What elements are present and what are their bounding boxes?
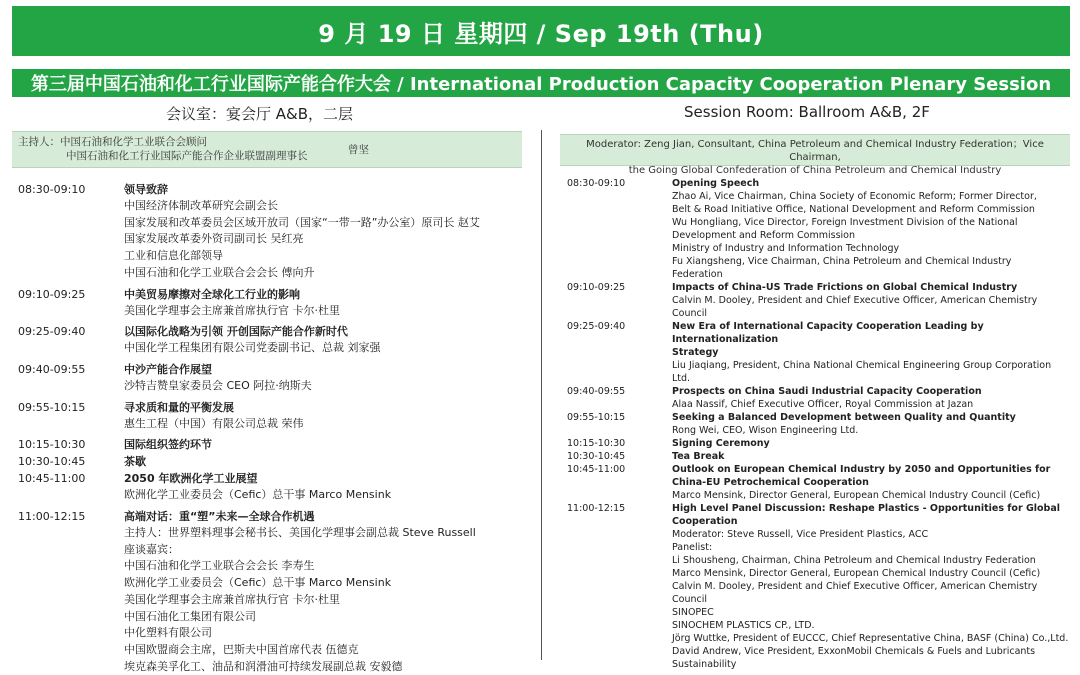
schedule-content [124,286,533,320]
schedule-line: SINOPEC [672,607,714,618]
schedule-line: 国家发展和改革委员会区域开放司（国家“一带一路”办公室）原司长 赵艾 [124,215,480,229]
schedule-row [567,320,1072,385]
schedule-title: China-EU Petrochemical Cooperation [672,477,869,488]
schedule-content [672,502,1072,671]
schedule-content [124,453,533,470]
schedule-row [18,470,533,504]
schedule-line: SINOCHEM PLASTICS CP., LTD. [672,620,815,631]
schedule-line: David Andrew, Vice President, ExxonMobil Chemicals & Fuels and Lubricants [672,646,1036,657]
schedule-row [567,463,1072,502]
schedule-line: Alaa Nassif, Chief Executive Officer, Royal Commission at Jazan [672,399,974,410]
schedule-line: 中国经济体制改革研究会副会长 [124,199,278,212]
schedule-title: 中沙产能合作展望 [124,362,212,376]
schedule-cn [18,181,533,675]
schedule-time: 10:45-11:00 [18,472,86,486]
schedule-line: Rong Wei, CEO, Wison Engineering Ltd. [672,425,859,436]
schedule-row [567,177,1072,281]
schedule-row [18,361,533,395]
schedule-row [567,385,1072,411]
schedule-time: 09:10-09:25 [18,287,86,301]
schedule-title: New Era of International Capacity Cooperation Leading by Internationalization [672,321,984,345]
schedule-line: 中国石油和化学工业联合会会长 李寿生 [124,559,315,573]
schedule-line: Moderator: Steve Russell, Vice President Plastics, ACC [672,529,929,540]
schedule-line: Li Shousheng, Chairman, China Petroleum and Chemical Industry Federation [672,555,1036,566]
schedule-content [124,508,533,675]
schedule-row [18,286,533,320]
schedule-row [567,411,1072,437]
schedule-title: 领导致辞 [124,183,168,196]
schedule-row [18,181,533,282]
schedule-line: 国家发展改革委外资司副司长 吴红亮 [124,232,304,246]
schedule-en [567,177,1072,671]
moderator-cn-line2: 中国石油和化工行业国际产能合作企业联盟副理事长 [66,150,308,162]
moderator-cn-name: 曾坚 [348,144,369,156]
schedule-line: Federation [672,269,723,280]
schedule-title: Strategy [672,347,719,358]
schedule-line: Jörg Wuttke, President of EUCCC, Chief Representative China, BASF (China) Co.,Ltd. [672,633,1069,644]
schedule-time: 09:25-09:40 [18,325,86,339]
date-text: 9 月 19 日 星期四 / Sep 19th (Thu) [318,19,764,48]
schedule-title: Outlook on European Chemical Industry by 2050 and Opportunities for [672,464,1051,475]
schedule-content [124,436,533,453]
schedule-line: 欧洲化学工业委员会（Cefic）总干事 Marco Mensink [124,576,392,590]
schedule-content [124,361,533,395]
schedule-time: 09:55-10:15 [567,412,626,423]
schedule-time: 11:00-12:15 [567,503,626,514]
moderator-en-line2: the Going Global Confederation of China Petroleum and Chemical Industry [628,165,1002,176]
schedule-row [567,281,1072,320]
schedule-row [18,436,533,453]
schedule-line: Marco Mensink, Director General, European Chemical Industry Council (Cefic) [672,490,1041,501]
schedule-line: 美国化学理事会主席兼首席执行官 卡尔·杜里 [124,303,340,317]
schedule-line: 中国化学工程集团有限公司党委副书记、总裁 刘家强 [124,341,381,355]
moderator-cn-box [12,131,522,168]
column-divider [541,130,542,660]
schedule-line: 中国石油和化学工业联合会会长 傅向升 [124,265,315,279]
schedule-content [672,411,1072,437]
schedule-title: Cooperation [672,516,738,527]
schedule-title: High Level Panel Discussion: Reshape Plastics - Opportunities for Global [672,503,1060,514]
schedule-line: 埃克森美孚化工、油品和润滑油可持续发展副总裁 安毅德 [124,659,403,673]
schedule-row [18,323,533,357]
schedule-line: 中国欧盟商会主席，巴斯夫中国首席代表 伍德克 [124,642,359,656]
schedule-line: 中化塑料有限公司 [124,626,212,640]
schedule-content [672,450,1072,463]
session-title-banner [12,69,1070,97]
schedule-line: 惠生工程（中国）有限公司总裁 荣伟 [124,416,304,430]
schedule-title: Signing Ceremony [672,438,770,449]
schedule-content [672,281,1072,320]
room-en: Session Room: Ballroom A&B, 2F [684,103,930,121]
schedule-title: 国际组织签约环节 [124,438,212,452]
schedule-title: 2050 年欧洲化学工业展望 [124,472,258,486]
schedule-content [672,385,1072,411]
moderator-en-line1: Moderator: Zeng Jian, Consultant, China Petroleum and Chemical Industry Federation；Vice Chairman, [586,139,1044,163]
date-banner [12,6,1070,56]
schedule-time: 10:15-10:30 [18,438,86,452]
schedule-row [18,399,533,433]
moderator-cn-line1: 主持人：中国石油和化学工业联合会顾问 [18,136,207,148]
schedule-row [18,508,533,675]
schedule-line: 座谈嘉宾： [124,542,179,556]
schedule-line: Council [672,594,707,605]
schedule-line: 主持人：世界塑料理事会秘书长、美国化学理事会副总裁 Steve Russell [124,526,476,540]
schedule-time: 09:10-09:25 [567,282,626,293]
schedule-line: Panelist: [672,542,713,553]
schedule-time: 08:30-09:10 [567,178,626,189]
schedule-time: 11:00-12:15 [18,510,86,524]
schedule-time: 10:30-10:45 [18,455,86,469]
schedule-content [124,399,533,433]
schedule-content [672,463,1072,502]
schedule-line: Council [672,308,707,319]
moderator-en-box [560,134,1070,176]
schedule-title: Prospects on China Saudi Industrial Capacity Cooperation [672,386,982,397]
schedule-row [567,502,1072,671]
schedule-time: 10:45-11:00 [567,464,626,475]
schedule-content [672,177,1072,281]
schedule-line: Sustainability [672,659,737,670]
schedule-line: Calvin M. Dooley, President and Chief Executive Officer, American Chemistry [672,581,1038,592]
schedule-line: 欧洲化学工业委员会（Cefic）总干事 Marco Mensink [124,488,392,502]
schedule-time: 10:15-10:30 [567,438,626,449]
schedule-content [672,320,1072,385]
schedule-title: 中美贸易摩擦对全球化工行业的影响 [124,287,300,301]
schedule-line: 中国石油化工集团有限公司 [124,609,256,623]
schedule-time: 09:40-09:55 [18,362,86,376]
schedule-line: Calvin M. Dooley, President and Chief Executive Officer, American Chemistry [672,295,1038,306]
schedule-title: Seeking a Balanced Development between Quality and Quantity [672,412,1016,423]
schedule-time: 08:30-09:10 [18,183,86,196]
schedule-line: 美国化学理事会主席兼首席执行官 卡尔·杜里 [124,592,340,606]
schedule-line: 沙特吉赞皇家委员会 CEO 阿拉·纳斯夫 [124,378,312,392]
schedule-title: 寻求质和量的平衡发展 [124,400,234,414]
schedule-content [124,470,533,504]
schedule-line: Ministry of Industry and Information Technology [672,243,900,254]
schedule-title: Impacts of China-US Trade Frictions on Global Chemical Industry [672,282,1018,293]
room-cn: 会议室：宴会厅 A&B，二层 [166,105,354,123]
schedule-time: 09:25-09:40 [567,321,626,332]
schedule-content [124,181,533,282]
schedule-content [124,323,533,357]
schedule-line: Wu Hongliang, Vice Director, Foreign Investment Division of the National [672,217,1018,228]
schedule-row [567,437,1072,450]
schedule-line: Development and Reform Commission [672,230,856,241]
schedule-row [567,450,1072,463]
schedule-content [672,437,1072,450]
schedule-line: 工业和信息化部领导 [124,249,223,263]
schedule-row [18,453,533,470]
schedule-time: 09:55-10:15 [18,400,86,414]
schedule-line: Liu Jiaqiang, President, China National Chemical Engineering Group Corporation Ltd. [672,360,1052,384]
schedule-title: 高端对话：重“塑”未来—全球合作机遇 [124,510,315,524]
schedule-time: 09:40-09:55 [567,386,626,397]
schedule-title: 茶歇 [124,455,146,469]
schedule-line: Zhao Ai, Vice Chairman, China Society of Economic Reform; Former Director, [672,191,1037,202]
schedule-time: 10:30-10:45 [567,451,626,462]
schedule-title: Tea Break [672,451,725,462]
schedule-title: 以国际化战略为引领 开创国际产能合作新时代 [124,325,348,339]
session-title: 第三届中国石油和化工行业国际产能合作大会 / International Production Capacity Cooperation Plenary Session [30,74,1052,95]
schedule-line: Fu Xiangsheng, Vice Chairman, China Petroleum and Chemical Industry [672,256,1012,267]
schedule-line: Marco Mensink, Director General, European Chemical Industry Council (Cefic) [672,568,1041,579]
schedule-line: Belt & Road Initiative Office, National Development and Reform Commission [672,204,1035,215]
schedule-title: Opening Speech [672,178,760,189]
